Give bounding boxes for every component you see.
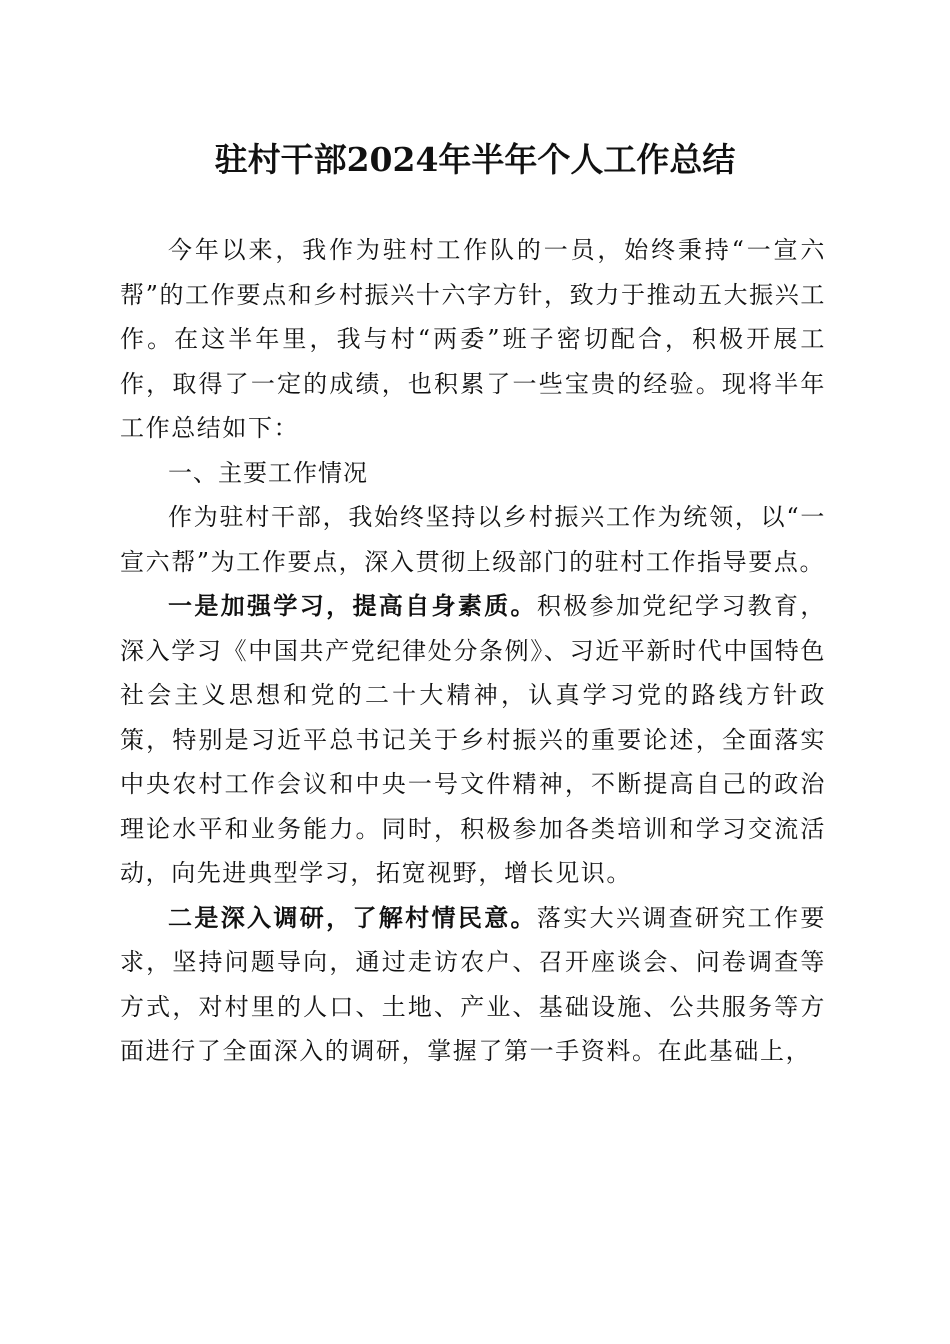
paragraph-lead: 一是加强学习，提高自身素质。 — [168, 591, 537, 620]
paragraph-body: 落实大兴调查研究工作要求，坚持问题导向，通过走访农户、召开座谈会、问卷调查等方式，对村里的人口、土地、产业、基础设施、公共服务等方面进行了全面深入的调研，掌握了第一手资料。在此基础上， — [120, 903, 826, 1065]
section-heading: 一、主要工作情况 — [168, 458, 368, 487]
paragraph-lead: 二是深入调研，了解村情民意。 — [168, 902, 537, 932]
research-paragraph — [120, 896, 826, 1074]
page-title: 驻村干部2024年半年个人工作总结 — [214, 140, 736, 179]
overview-paragraph: 作为驻村干部，我始终坚持以乡村振兴工作为统领，以“一宣六帮”为工作要点，深入贯彻上级部门的驻村工作指导要点。 — [120, 503, 826, 576]
intro-paragraph: 今年以来，我作为驻村工作队的一员，始终秉持“一宣六帮”的工作要点和乡村振兴十六字方针，致力于推动五大振兴工作。在这半年里，我与村“两委”班子密切配合，积极开展工作，取得了一定的成绩，也积累了一些宝贵的经验。现将半年工作总结如下： — [120, 236, 826, 442]
paragraph-body: 积极参加党纪学习教育，深入学习《中国共产党纪律处分条例》、习近平新时代中国特色社会主义思想和党的二十大精神，认真学习党的路线方针政策，特别是习近平总书记关于乡村振兴的重要论述，全面落实中央农村工作会议和中央一号文件精神，不断提高自己的政治理论水平和业务能力。同时，积极参加各类培训和学习交流活动，向先进典型学习，拓宽视野，增长见识。 — [120, 592, 826, 887]
document-body — [120, 228, 826, 1074]
study-paragraph — [120, 584, 826, 896]
